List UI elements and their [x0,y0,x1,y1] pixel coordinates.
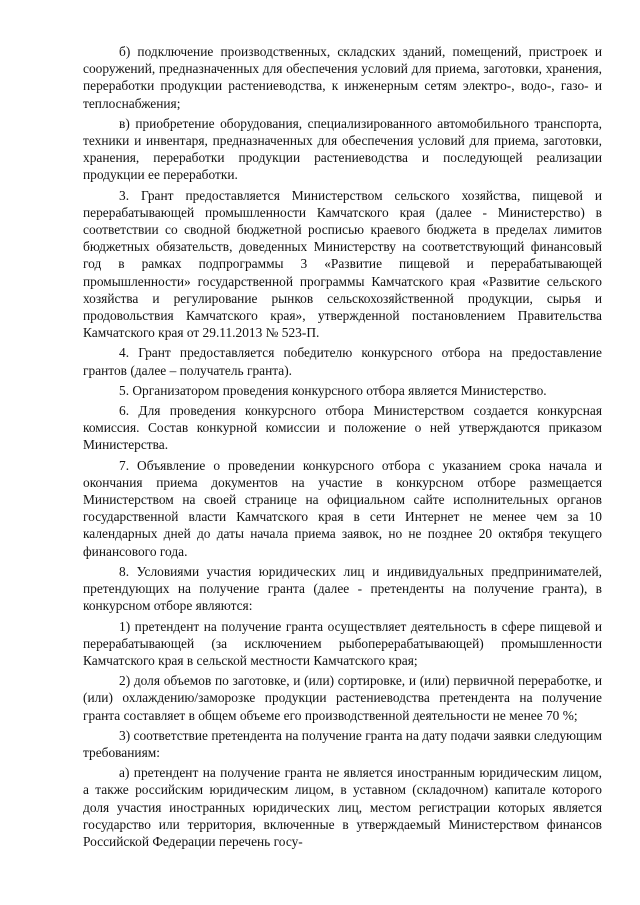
paragraph-condition-3: 3) соответствие претендента на получение гранта на дату подачи заявки следующим требованиям: [83,727,602,760]
document-page [83,43,602,853]
paragraph-3-grant-provider: 3. Грант предоставляется Министерством сельского хозяйства, пищевой и перерабатывающей промышленности Камчатского края (далее - Министерство) в соответствии со сводной бюджетной росписью краевого бюджета в пределах лимитов бюджетных обязательств, доведенных Министерству на соответствующий финансовый год в рамках подпрограммы 3 «Развитие пищевой и перерабатывающей промышленности» государственной программы Камчатского края «Развитие сельского хозяйства и регулирование рынков сельскохозяйственной продукции, сырья и продовольствия Камчатского края», утвержденной постановлением Правительства Камчатского края от 29.11.2013 № 523-П. [83,187,602,341]
paragraph-requirement-a: а) претендент на получение гранта не является иностранным юридическим лицом, а также российским юридическим лицом, в уставном (складочном) капитале которого доля участия иностранных юридических лиц, местом регистрации которых является государство или территория, включенные в утверждаемый Министерством финансов Российской Федерации перечень госу- [83,765,602,849]
paragraph-8-conditions: 8. Условиями участия юридических лиц и индивидуальных предпринимателей, претендующих на получение гранта (далее - претенденты на получение гранта), в конкурсном отборе являются: [83,563,602,614]
paragraph-b-connection: б) подключение производственных, складских зданий, помещений, пристроек и сооружений, предназначенных для обеспечения условий для приема, заготовки, хранения, переработки продукции растениеводства, к инженерным сетям электро-, водо-, газо- и теплоснабжения; [83,44,602,111]
paragraph-condition-2: 2) доля объемов по заготовке, и (или) сортировке, и (или) первичной переработке, и (или) охлаждению/заморозке продукции растениеводства претендента на получение гранта составляет в общем объеме его производственной деятельности не менее 70 %; [83,673,602,723]
paragraph-v-equipment: в) приобретение оборудования, специализированного автомобильного транспорта, техники и инвентаря, предназначенных для обеспечения условий для приема, заготовки, хранения, переработки продукции растениеводства и последующей реализации продукции ее переработки. [83,115,602,183]
paragraph-5-organizer: 5. Организатором проведения конкурсного отбора является Министерство. [119,382,547,398]
paragraph-4-grant-recipient: 4. Грант предоставляется победителю конкурсного отбора на предоставление грантов (далее – получатель гранта). [83,345,602,378]
paragraph-condition-1: 1) претендент на получение гранта осуществляет деятельность в сфере пищевой и перерабатывающей (за исключением рыбоперерабатывающей) промышленности Камчатского края в сельской местности Камчатского края; [83,618,602,668]
paragraph-6-commission: 6. Для проведения конкурсного отбора Министерством создается конкурсная комиссия. Состав конкурной комиссии и положение о ней утверждаются приказом Министерства. [83,403,602,453]
paragraph-7-announcement: 7. Объявление о проведении конкурсного отбора с указанием срока начала и окончания приема документов на участие в конкурсном отборе размещается Министерством на своей странице на официальном сайте исполнительных органов государственной власти Камчатского края в сети Интернет не менее чем за 10 календарных дней до даты начала приема заявок, но не позднее 20 октября текущего финансового года. [83,457,602,559]
